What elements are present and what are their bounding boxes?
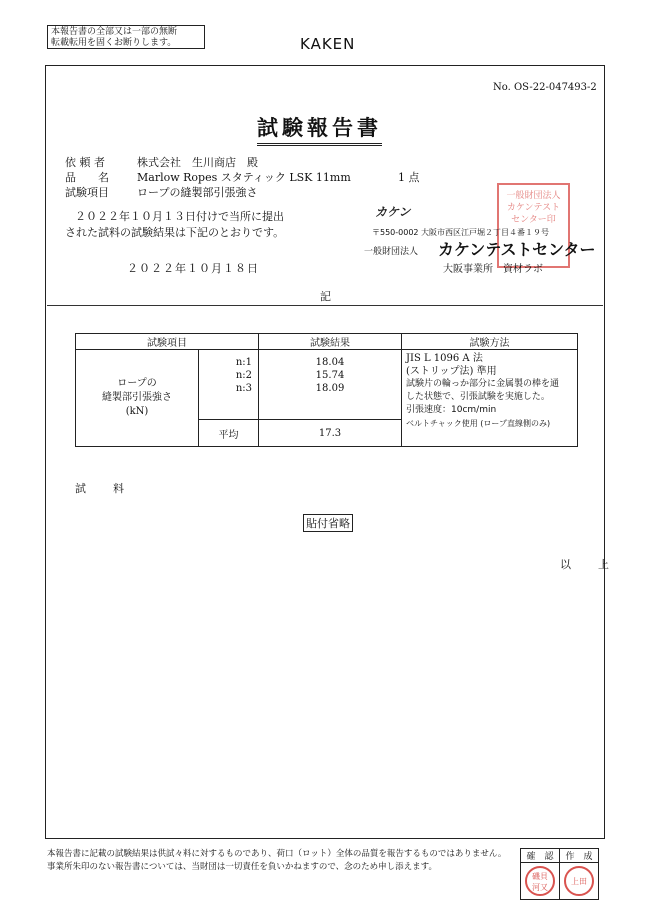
method-cell (402, 350, 578, 447)
header-method: 試験方法 (402, 334, 578, 350)
issue-date: ２０２２年１０月１８日 (127, 262, 259, 275)
org-office: 大阪事業所 資材ラボ (443, 264, 543, 275)
product-quantity: 1 点 (398, 171, 420, 184)
item-line-3: (kN) (125, 406, 149, 417)
values-cell (259, 350, 402, 420)
average-label: 平均 (199, 420, 259, 447)
kaken-logo: KAKEN (300, 35, 356, 53)
table-row (76, 350, 578, 420)
intro-line-2: された試料の試験結果は下記のとおりです。 (65, 226, 285, 239)
org-prefix: 一般財団法人 (364, 247, 419, 257)
footer-disclaimer (47, 848, 506, 874)
n-label: n:1 (235, 357, 252, 368)
method-line-3: 試験片の輪っか部分に金属製の棒を通 (406, 379, 560, 389)
table-header-row (76, 334, 578, 350)
test-item-value: ロープの縫製部引張強さ (137, 186, 258, 199)
notice-line-2: 転載転用を固くお断りします。 (51, 38, 177, 48)
organization-seal-text: 一般財団法人カケンテストセンター印 (506, 191, 561, 225)
result-value: 18.09 (315, 383, 345, 394)
average-value: 17.3 (259, 420, 402, 447)
prepared-seal (564, 866, 594, 896)
divider-line (47, 305, 603, 306)
notice-line-1: 本報告書の全部又は一部の無断 (51, 27, 178, 37)
test-item-label: 試験項目 (65, 186, 109, 199)
test-item-cell (76, 350, 199, 447)
org-address: 〒550-0002 大阪市西区江戸堀２丁目４番１９号 (372, 228, 550, 237)
confirm-seal (525, 866, 555, 896)
result-value: 15.74 (315, 370, 345, 381)
product-value: Marlow Ropes スタティック LSK 11mm (137, 171, 351, 184)
end-mark: 以 上 (560, 558, 617, 571)
client-label: 依 頼 者 (65, 156, 105, 169)
item-line-2: 縫製部引張強さ (102, 392, 172, 403)
seal-text: 上田 (571, 877, 587, 886)
prepared-header: 作 成 (560, 849, 599, 863)
confirm-seal-cell (521, 863, 560, 900)
sample-label: 試 料 (75, 482, 132, 495)
method-line-6: ベルトチャック使用 (ロープ直線側のみ) (406, 419, 551, 428)
result-value: 18.04 (315, 357, 345, 368)
ki-heading: 記 (320, 290, 331, 303)
results-table (75, 333, 578, 447)
report-number: No. OS-22-047493-2 (493, 82, 597, 93)
method-line-4: した状態で、引張試験を実施した。 (406, 392, 550, 402)
kaken-mark: カケン (375, 205, 411, 219)
header-test-item: 試験項目 (76, 334, 259, 350)
prepared-seal-cell (560, 863, 599, 900)
header-result: 試験結果 (259, 334, 402, 350)
attachment-omitted-box: 貼付省略 (303, 514, 353, 532)
confirm-header: 確 認 (521, 849, 560, 863)
n-label: n:3 (235, 383, 252, 394)
product-label: 品 名 (65, 171, 109, 184)
item-line-1: ロープの (117, 378, 157, 389)
seal-text: 河又 (532, 883, 548, 892)
n-label: n:2 (235, 370, 252, 381)
n-labels-cell (199, 350, 259, 420)
intro-line-1: ２０２２年１０月１３日付けで当所に提出 (75, 210, 284, 223)
method-line-1: JIS L 1096 A 法 (406, 353, 483, 364)
method-line-5: 引張速度：10cm/min (406, 405, 497, 415)
method-line-2: (ストリップ法) 準用 (406, 366, 497, 377)
intro-text (65, 209, 284, 241)
seal-text: 磯貝 (532, 872, 548, 881)
page-title: 試験報告書 (257, 112, 382, 146)
client-value: 株式会社 生川商店 殿 (137, 156, 258, 169)
org-name: カケンテストセンター (438, 240, 596, 259)
copyright-notice-box (47, 25, 205, 49)
footer-line-2: 事業所朱印のない報告書については、当財団は一切責任を負いかねますので、念のため申し添えます。 (47, 862, 437, 872)
footer-line-1: 本報告書に記載の試験結果は供試々料に対するものであり、荷口（ロット）全体の品質を報告するものではありません。 (47, 849, 507, 859)
approval-box (520, 848, 599, 900)
